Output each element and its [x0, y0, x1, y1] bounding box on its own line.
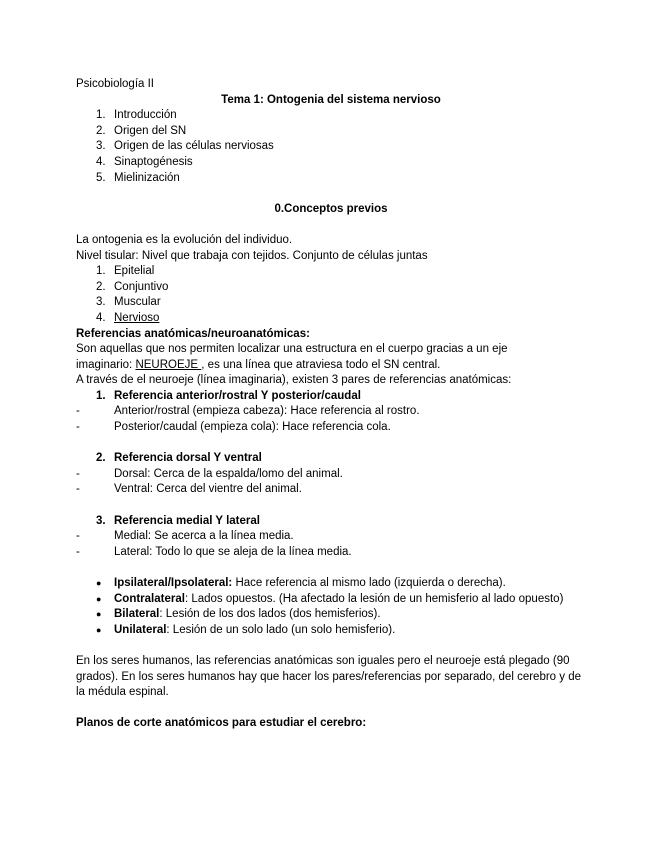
- list-item: - Posterior/caudal (empieza cola): Hace referencia cola.: [76, 421, 391, 434]
- index-list: [76, 108, 586, 186]
- refs-intro-line3: A través de el neuroeje (línea imaginaria), existen 3 pares de referencias anatómicas:: [76, 374, 512, 387]
- list-item: - Anterior/rostral (empieza cabeza): Hace referencia al rostro.: [76, 405, 420, 418]
- pair-1: [76, 389, 586, 436]
- list-item: 1. Introducción: [96, 109, 177, 122]
- paragraph-seres-humanos: En los seres humanos, las referencias anatómicas son iguales pero el neuroeje está plegado (90 grados). En los seres humanos hay que hacer los pares/referencias por separado, del cerebro y de la médula espinal.: [76, 654, 582, 699]
- list-item: ● Contralateral: Lados opuestos. (Ha afectado la lesión de un hemisferio al lado opuesto): [76, 592, 586, 608]
- section-heading-conceptos: 0.Conceptos previos: [274, 202, 388, 215]
- laterality-bullets: [76, 576, 586, 638]
- list-item: ● Bilateral: Lesión de los dos lados (dos hemisferios).: [76, 607, 586, 623]
- pair-2: [76, 451, 586, 498]
- list-item: - Ventral: Cerca del vientre del animal.: [76, 483, 302, 496]
- neuroeje-term: NEUROEJE: [135, 358, 202, 371]
- list-item: - Lateral: Todo lo que se aleja de la línea media.: [76, 545, 352, 558]
- list-item: 4. Nervioso: [96, 311, 160, 324]
- list-item: - Dorsal: Cerca de la espalda/lomo del animal.: [76, 467, 343, 480]
- list-item: 2. Conjuntivo: [96, 280, 169, 293]
- document-page: [76, 77, 586, 732]
- planos-heading: Planos de corte anatómicos para estudiar el cerebro:: [76, 717, 367, 730]
- pair-title: 3. Referencia medial Y lateral: [96, 514, 260, 527]
- refs-heading: Referencias anatómicas/neuroanatómicas:: [76, 327, 310, 340]
- list-item: 3. Origen de las células nerviosas: [96, 140, 274, 153]
- bullet-icon: ●: [96, 593, 102, 604]
- topic-title: Tema 1: Ontogenia del sistema nervioso: [221, 93, 441, 106]
- bullet-icon: ●: [96, 624, 102, 635]
- pair-3: [76, 514, 586, 561]
- bullet-icon: ●: [96, 578, 102, 588]
- list-item: 2. Origen del SN: [96, 124, 187, 137]
- list-item: 5. Mielinización: [96, 171, 180, 184]
- refs-intro-line1: Son aquellas que nos permiten localizar una estructura en el cuerpo gracias a un eje: [76, 343, 508, 356]
- refs-intro-line2: imaginario: NEUROEJE , es una línea que atraviesa todo el SN central.: [76, 358, 441, 371]
- list-item: - Medial: Se acerca a la línea media.: [76, 530, 294, 543]
- course-name: Psicobiología II: [76, 78, 154, 90]
- list-item: ● Unilateral: Lesión de un solo lado (un solo hemisferio).: [76, 623, 586, 639]
- paragraph-ontogenia: La ontogenia es la evolución del individuo.: [76, 233, 293, 246]
- tissue-list: [76, 264, 586, 326]
- list-item: 1. Epitelial: [96, 265, 155, 278]
- bullet-icon: ●: [96, 609, 102, 620]
- list-item: ● Ipsilateral/Ipsolateral: Hace referencia al mismo lado (izquierda o derecha).: [76, 576, 586, 592]
- pair-title: 1. Referencia anterior/rostral Y posterior/caudal: [96, 389, 361, 402]
- paragraph-nivel-tisular: Nivel tisular: Nivel que trabaja con tejidos. Conjunto de células juntas: [76, 249, 428, 262]
- pair-title: 2. Referencia dorsal Y ventral: [96, 452, 262, 465]
- list-item: 3. Muscular: [96, 296, 161, 309]
- list-item: 4. Sinaptogénesis: [96, 155, 193, 168]
